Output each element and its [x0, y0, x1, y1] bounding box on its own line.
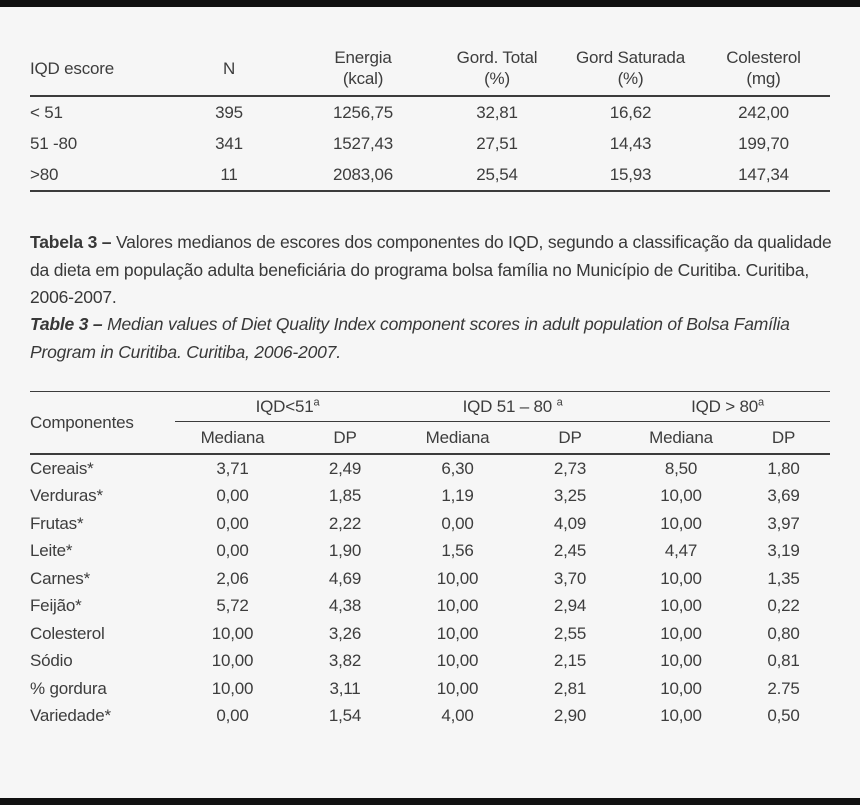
- value-cell: 10,00: [660, 678, 702, 698]
- value-cell: 3,69: [767, 486, 800, 506]
- value-cell: 10,00: [436, 651, 479, 671]
- value-cell: 2,06: [216, 568, 249, 588]
- value-cell: 10,00: [660, 651, 702, 671]
- value-cell: 4,47: [664, 541, 698, 561]
- component-name-cell: Cereais*: [30, 458, 94, 478]
- column-header: [430, 44, 564, 96]
- value-cell: 1,80: [767, 458, 800, 478]
- table-row: [30, 483, 830, 511]
- value-cell: 147,34: [697, 159, 830, 191]
- value-cell: 3,97: [767, 513, 800, 533]
- value-cell: 14,43: [609, 133, 652, 153]
- component-name-cell: Variedade*: [30, 706, 111, 726]
- value-cell: 4,00: [441, 706, 474, 726]
- value-cell: 5,72: [216, 596, 249, 616]
- value-cell: 1527,43: [332, 133, 394, 153]
- column-header-line2: (mg): [746, 69, 781, 88]
- caption-pt-text: Valores medianos de escores dos componentes do IQD, segundo a classificação da qualidade da dieta em população adulta beneficiária do programa bolsa família no Município de Curitiba. Curitiba, 2006-2007.: [30, 232, 832, 307]
- components-group-header-row: [30, 392, 830, 422]
- group-header-label: IQD<51: [255, 396, 314, 416]
- caption-en-label: Table 3 –: [30, 314, 103, 334]
- value-cell: 10,00: [436, 678, 479, 698]
- value-cell: 10,00: [660, 513, 702, 533]
- value-cell: 1,56: [441, 541, 474, 561]
- column-header-line2: (%): [484, 69, 510, 88]
- table-row: [30, 648, 830, 676]
- group-header-superscript: a: [758, 395, 764, 408]
- value-cell: 0,81: [767, 651, 800, 671]
- value-cell: 199,70: [738, 133, 789, 153]
- column-header: [296, 44, 430, 96]
- caption-pt-label: Tabela 3 –: [30, 232, 112, 252]
- bottom-edge-bar: [0, 798, 860, 805]
- value-cell: 2,55: [553, 623, 587, 643]
- value-cell: 1,85: [328, 486, 362, 506]
- value-cell: 1,90: [328, 541, 362, 561]
- value-cell: 3,26: [328, 623, 362, 643]
- value-cell: 341: [215, 133, 243, 153]
- value-cell: 10,00: [436, 568, 479, 588]
- value-cell: 0,50: [767, 706, 800, 726]
- value-cell: 1,54: [328, 706, 362, 726]
- component-name-cell: Frutas*: [30, 513, 84, 533]
- top-edge-bar: [0, 0, 860, 7]
- value-cell: 2,49: [328, 458, 362, 478]
- value-cell: 10,00: [660, 706, 702, 726]
- value-cell: 10,00: [436, 596, 479, 616]
- components-table: [30, 391, 830, 730]
- value-cell: 0,00: [441, 513, 474, 533]
- value-cell: 6,30: [441, 458, 474, 478]
- value-cell: 0,00: [216, 513, 249, 533]
- subheader-median: Mediana: [625, 422, 737, 455]
- caption-portuguese: [30, 229, 832, 312]
- column-header-line1: N: [222, 58, 236, 78]
- value-cell: 1256,75: [332, 102, 394, 122]
- value-cell: 4,09: [553, 513, 587, 533]
- value-cell: 10,00: [211, 678, 254, 698]
- table-row: [30, 620, 830, 648]
- value-cell: 0,00: [216, 486, 249, 506]
- value-cell: 10,00: [660, 486, 702, 506]
- table-row: [30, 159, 830, 191]
- row-label-cell: 51 -80: [30, 133, 78, 153]
- row-label-cell: < 51: [30, 102, 63, 122]
- table-row: [30, 96, 830, 128]
- column-header-line2: (kcal): [342, 69, 384, 88]
- value-cell: 0,22: [767, 596, 800, 616]
- group-header-label: IQD 51 – 80: [462, 396, 557, 416]
- value-cell: 4,38: [328, 596, 362, 616]
- value-cell: 27,51: [476, 133, 518, 153]
- column-header-line1: Energia: [334, 48, 392, 67]
- group-header: [625, 392, 830, 422]
- value-cell: 2,45: [553, 541, 587, 561]
- value-cell: 395: [215, 102, 243, 122]
- column-header: [30, 44, 162, 96]
- value-cell: 32,81: [476, 102, 518, 122]
- value-cell: 10,00: [660, 568, 702, 588]
- value-cell: 10,00: [211, 651, 254, 671]
- value-cell: 3,25: [553, 486, 587, 506]
- value-cell: 8,50: [664, 458, 698, 478]
- group-header-superscript: a: [556, 395, 563, 408]
- value-cell: 3,11: [329, 678, 361, 698]
- column-header-line1: Gord Saturada: [576, 48, 685, 67]
- value-cell: 2,94: [553, 596, 587, 616]
- value-cell: 2,73: [553, 458, 587, 478]
- value-cell: 242,00: [738, 102, 789, 122]
- value-cell: 16,62: [609, 102, 652, 122]
- group-header: [400, 392, 625, 422]
- column-header: [564, 44, 697, 96]
- group-header: [175, 392, 400, 422]
- value-cell: 10,00: [436, 623, 479, 643]
- value-cell: 10,00: [660, 596, 702, 616]
- table-row: [30, 538, 830, 566]
- caption-english: [30, 311, 832, 366]
- component-name-cell: % gordura: [30, 678, 107, 698]
- column-header-line1: Gord. Total: [456, 48, 538, 67]
- table-row: [30, 565, 830, 593]
- value-cell: 3,19: [767, 541, 800, 561]
- value-cell: 2.75: [767, 678, 800, 698]
- value-cell: 2,90: [553, 706, 587, 726]
- component-name-cell: Feijão*: [30, 596, 82, 616]
- component-name-cell: Colesterol: [30, 623, 105, 643]
- caption-en-text: Median values of Diet Quality Index component scores in adult population of Bolsa Família Program in Curitiba. Curitiba, 2006-2007.: [30, 314, 790, 362]
- group-header-label: IQD > 80: [691, 396, 759, 416]
- value-cell: 2083,06: [296, 159, 430, 191]
- value-cell: 3,70: [553, 568, 587, 588]
- value-cell: 10,00: [211, 623, 254, 643]
- group-header-superscript: a: [313, 395, 320, 408]
- value-cell: 25,54: [430, 159, 564, 191]
- column-header: [162, 44, 296, 96]
- table-row: [30, 454, 830, 483]
- column-header-line1: IQD escore: [30, 58, 114, 78]
- value-cell: 2,15: [553, 651, 587, 671]
- component-name-cell: Carnes*: [30, 568, 91, 588]
- subheader-median: Mediana: [400, 422, 515, 455]
- value-cell: 3,82: [328, 651, 362, 671]
- summary-table-header-row: [30, 44, 830, 96]
- summary-table: [30, 44, 830, 192]
- subheader-median: Mediana: [175, 422, 290, 455]
- value-cell: 0,00: [216, 706, 249, 726]
- component-name-cell: Verduras*: [30, 486, 103, 506]
- value-cell: 15,93: [564, 159, 697, 191]
- value-cell: 0,00: [216, 541, 249, 561]
- value-cell: 11: [162, 159, 296, 191]
- value-cell: 10,00: [660, 623, 702, 643]
- components-column-header: Componentes: [30, 392, 175, 455]
- subheader-sd: DP: [515, 422, 625, 455]
- value-cell: 4,69: [328, 568, 362, 588]
- subheader-sd: DP: [737, 422, 830, 455]
- table-row: [30, 593, 830, 621]
- value-cell: 2,22: [328, 513, 362, 533]
- table-row: [30, 128, 830, 159]
- value-cell: 3,71: [216, 458, 249, 478]
- value-cell: 0,80: [767, 623, 800, 643]
- value-cell: 1,35: [767, 568, 800, 588]
- column-header-line2: (%): [617, 69, 644, 88]
- column-header-line1: Colesterol: [726, 48, 801, 67]
- row-label-cell: >80: [30, 159, 162, 191]
- column-header: [697, 44, 830, 96]
- subheader-sd: DP: [290, 422, 400, 455]
- table-row: [30, 510, 830, 538]
- table-row: [30, 675, 830, 703]
- value-cell: 2,81: [553, 678, 587, 698]
- component-name-cell: Leite*: [30, 541, 73, 561]
- component-name-cell: Sódio: [30, 651, 73, 671]
- table-row: [30, 703, 830, 731]
- value-cell: 1,19: [441, 486, 474, 506]
